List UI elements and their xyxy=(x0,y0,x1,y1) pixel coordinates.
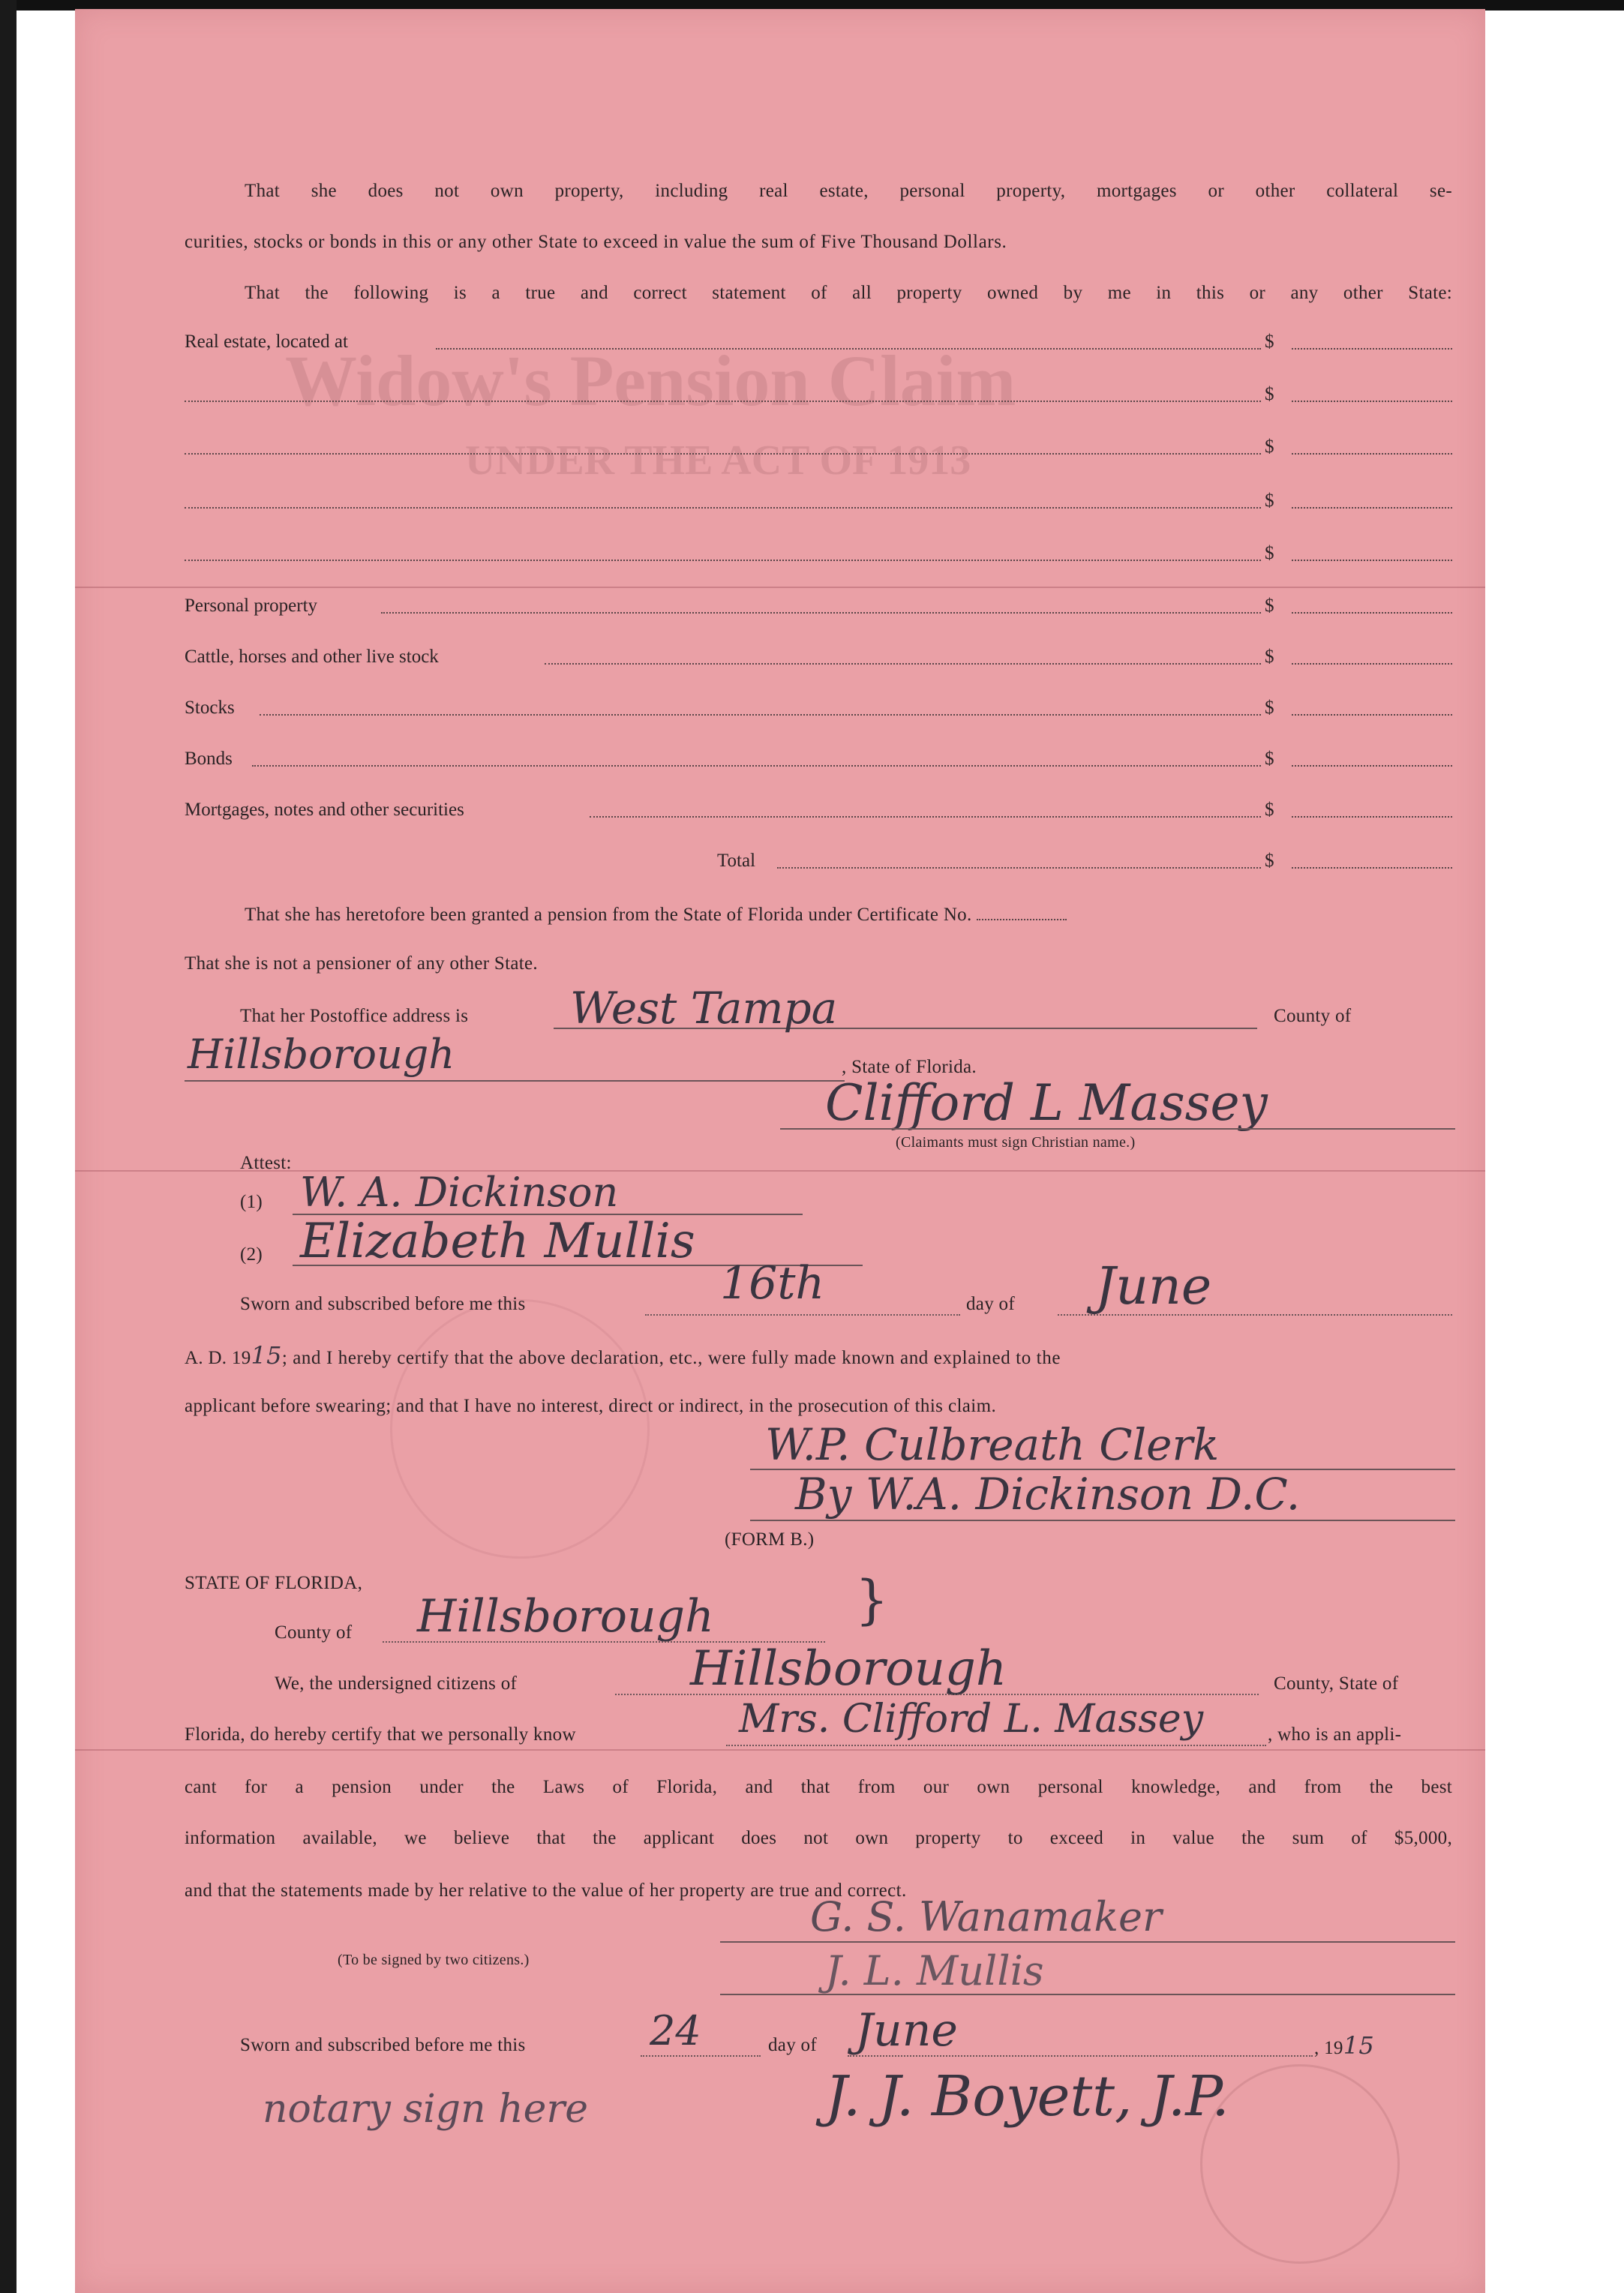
deputy-signature-line xyxy=(750,1520,1455,1521)
sworn-day-2[interactable]: 24 xyxy=(650,2007,701,2054)
county-b-handwritten[interactable]: Hillsborough xyxy=(417,1590,714,1643)
dollar-sign: $ xyxy=(1265,851,1274,871)
real-estate-location-field[interactable] xyxy=(185,401,1261,402)
ad-year-line xyxy=(185,1341,1452,1370)
county-state-of-label: County, State of xyxy=(1274,1673,1399,1694)
bonds-label: Bonds xyxy=(185,749,233,769)
ad-year-suffix[interactable]: 15 xyxy=(251,1341,282,1370)
state-of-florida-heading: STATE OF FLORIDA, xyxy=(185,1573,363,1593)
citizens-of-line xyxy=(615,1694,1259,1695)
property-statement-line: That the following is a true and correct statement of all property owned by me in this or any other State: xyxy=(245,283,1452,303)
bonds-row xyxy=(185,747,1452,773)
real-estate-amount-field[interactable] xyxy=(1292,453,1452,455)
dollar-sign: $ xyxy=(1265,491,1274,511)
citizens-of-handwritten[interactable]: Hillsborough xyxy=(690,1641,1007,1697)
seal-impression-faint xyxy=(390,1299,650,1559)
dollar-sign: $ xyxy=(1265,543,1274,563)
attest-2-signature[interactable]: Elizabeth Mullis xyxy=(300,1214,695,1269)
sworn-label-2: Sworn and subscribed before me this xyxy=(240,2035,526,2055)
personal-property-field[interactable] xyxy=(381,612,1261,614)
claimant-signature[interactable]: Clifford L Massey xyxy=(825,1074,1268,1132)
day-of-label: day of xyxy=(966,1294,1015,1314)
pension-certificate-line xyxy=(245,904,1452,926)
dollar-sign: $ xyxy=(1265,647,1274,667)
clerk-signature[interactable]: W.P. Culbreath Clerk xyxy=(765,1419,1220,1470)
real-estate-location-field[interactable] xyxy=(436,348,1261,350)
personal-property-row xyxy=(185,594,1452,620)
total-field[interactable] xyxy=(777,867,1261,869)
who-is-appli-label: , who is an appli- xyxy=(1268,1724,1402,1745)
bonds-field[interactable] xyxy=(252,765,1261,767)
applicant-swearing-line: applicant before swearing; and that I have no interest, direct or indirect, in the prosecution of this claim. xyxy=(185,1396,997,1416)
citizen-2-line xyxy=(720,1994,1455,1995)
sworn-day-2-line xyxy=(641,2055,761,2057)
dollar-sign: $ xyxy=(1265,698,1274,718)
year-suffix-2[interactable]: 15 xyxy=(1343,2031,1375,2060)
ad-prefix: A. D. 19 xyxy=(185,1348,251,1368)
two-citizens-note: (To be signed by two citizens.) xyxy=(338,1952,530,1968)
dollar-sign: $ xyxy=(1265,749,1274,769)
year-prefix-2: , 19 xyxy=(1314,2038,1343,2058)
state-of-florida-label: , State of Florida. xyxy=(842,1057,977,1077)
real-estate-row-4 xyxy=(185,489,1452,515)
property-limit-line-2: curities, stocks or bonds in this or any other State to exceed in value the sum of Five Thousand Dollars. xyxy=(185,232,1007,252)
cattle-label: Cattle, horses and other live stock xyxy=(185,647,439,667)
mortgages-field[interactable] xyxy=(590,816,1261,818)
sworn-day[interactable]: 16th xyxy=(720,1257,825,1310)
real-estate-location-field[interactable] xyxy=(185,560,1261,561)
attest-1-number: (1) xyxy=(240,1192,263,1212)
day-of-label-2: day of xyxy=(768,2035,817,2055)
postoffice-label: That her Postoffice address is xyxy=(240,1006,469,1026)
real-estate-amount-field[interactable] xyxy=(1292,348,1452,350)
personal-property-label: Personal property xyxy=(185,596,318,616)
citizen-2-signature[interactable]: J. L. Mullis xyxy=(825,1947,1044,1994)
property-limit-line-1: That she does not own property, including real estate, personal property, mortgages or other collateral se- xyxy=(245,181,1452,201)
pension-laws-line: cant for a pension under the Laws of Florida, and that from our own personal knowledge, and from the best xyxy=(185,1777,1452,1797)
claimant-signature-line xyxy=(780,1128,1455,1130)
stocks-field[interactable] xyxy=(260,714,1261,716)
real-estate-row-2 xyxy=(185,383,1452,408)
real-estate-amount-field[interactable] xyxy=(1292,507,1452,509)
sworn-month-2-line xyxy=(848,2055,1313,2057)
statements-line: and that the statements made by her relative to the value of her property are true and correct. xyxy=(185,1880,907,1901)
attest-2-number: (2) xyxy=(240,1244,263,1265)
real-estate-row-1 xyxy=(185,330,1452,356)
postoffice-handwritten[interactable]: West Tampa xyxy=(570,983,838,1034)
deputy-signature[interactable]: By W.A. Dickinson D.C. xyxy=(795,1469,1301,1520)
not-pensioner-line: That she is not a pensioner of any other State. xyxy=(185,953,538,974)
bleed-through-subtitle: UNDER THE ACT OF 1913 xyxy=(465,437,971,484)
real-estate-amount-field[interactable] xyxy=(1292,401,1452,402)
information-line: information available, we believe that the applicant does not own property to exceed in value the sum of $5,000, xyxy=(185,1828,1452,1848)
attest-label: Attest: xyxy=(240,1153,292,1173)
form-b-heading: (FORM B.) xyxy=(725,1529,815,1550)
florida-certify-label: Florida, do hereby certify that we personally know xyxy=(185,1724,576,1745)
total-label: Total xyxy=(717,851,756,871)
county-brace: } xyxy=(855,1569,889,1631)
cattle-row xyxy=(185,645,1452,671)
personal-property-amount-field[interactable] xyxy=(1292,612,1452,614)
cattle-field[interactable] xyxy=(545,663,1261,665)
cattle-amount-field[interactable] xyxy=(1292,663,1452,665)
claimant-note: (Claimants must sign Christian name.) xyxy=(896,1134,1136,1151)
citizen-1-line xyxy=(720,1941,1455,1943)
dollar-sign: $ xyxy=(1265,437,1274,457)
county-handwritten[interactable]: Hillsborough xyxy=(188,1031,455,1078)
notary-note: notary sign here xyxy=(263,2087,588,2132)
certificate-number-field[interactable] xyxy=(977,916,1067,920)
stocks-amount-field[interactable] xyxy=(1292,714,1452,716)
real-estate-amount-field[interactable] xyxy=(1292,560,1452,561)
notary-signature[interactable]: J. J. Boyett, J.P. xyxy=(825,2064,1229,2129)
pension-certificate-text: That she has heretofore been granted a pension from the State of Florida under Certificate No. xyxy=(245,905,972,925)
mortgages-row xyxy=(185,798,1452,824)
county-of-heading: County of xyxy=(275,1622,353,1643)
real-estate-row-3 xyxy=(185,435,1452,461)
sworn-label: Sworn and subscribed before me this xyxy=(240,1294,526,1314)
county-field-line xyxy=(185,1080,845,1082)
real-estate-label: Real estate, located at xyxy=(185,332,348,352)
year-line-2 xyxy=(1314,2031,1457,2060)
total-amount-field[interactable] xyxy=(1292,867,1452,869)
attest-1-signature[interactable]: W. A. Dickinson xyxy=(300,1169,619,1216)
dollar-sign: $ xyxy=(1265,800,1274,820)
sworn-day-line xyxy=(645,1314,960,1316)
applicant-name-line xyxy=(726,1745,1266,1746)
dollar-sign: $ xyxy=(1265,332,1274,352)
real-estate-location-field[interactable] xyxy=(185,507,1261,509)
dollar-sign: $ xyxy=(1265,596,1274,616)
undersigned-label: We, the undersigned citizens of xyxy=(275,1673,518,1694)
pension-form-page xyxy=(75,9,1485,2293)
bleed-through-title: Widow's Pension Claim xyxy=(285,341,1016,421)
real-estate-location-field[interactable] xyxy=(185,453,1261,455)
fold-line-1 xyxy=(75,587,1485,588)
mortgages-amount-field[interactable] xyxy=(1292,816,1452,818)
sworn-month[interactable]: June xyxy=(1095,1257,1212,1316)
scan-left-border xyxy=(0,0,17,2293)
mortgages-label: Mortgages, notes and other securities xyxy=(185,800,464,820)
stocks-row xyxy=(185,696,1452,722)
dollar-sign: $ xyxy=(1265,384,1274,404)
county-seal-impression xyxy=(1200,2064,1400,2264)
county-of-label: County of xyxy=(1274,1006,1352,1026)
stocks-label: Stocks xyxy=(185,698,235,718)
real-estate-row-5 xyxy=(185,542,1452,567)
sworn-month-2[interactable]: June xyxy=(855,2004,958,2057)
fold-line-3 xyxy=(75,1749,1485,1751)
applicant-name-handwritten[interactable]: Mrs. Clifford L. Massey xyxy=(739,1697,1204,1742)
total-row xyxy=(185,849,1452,875)
bonds-amount-field[interactable] xyxy=(1292,765,1452,767)
certify-text: ; and I hereby certify that the above declaration, etc., were fully made known and explained to the xyxy=(281,1348,1061,1368)
citizen-1-signature[interactable]: G. S. Wanamaker xyxy=(810,1893,1162,1940)
